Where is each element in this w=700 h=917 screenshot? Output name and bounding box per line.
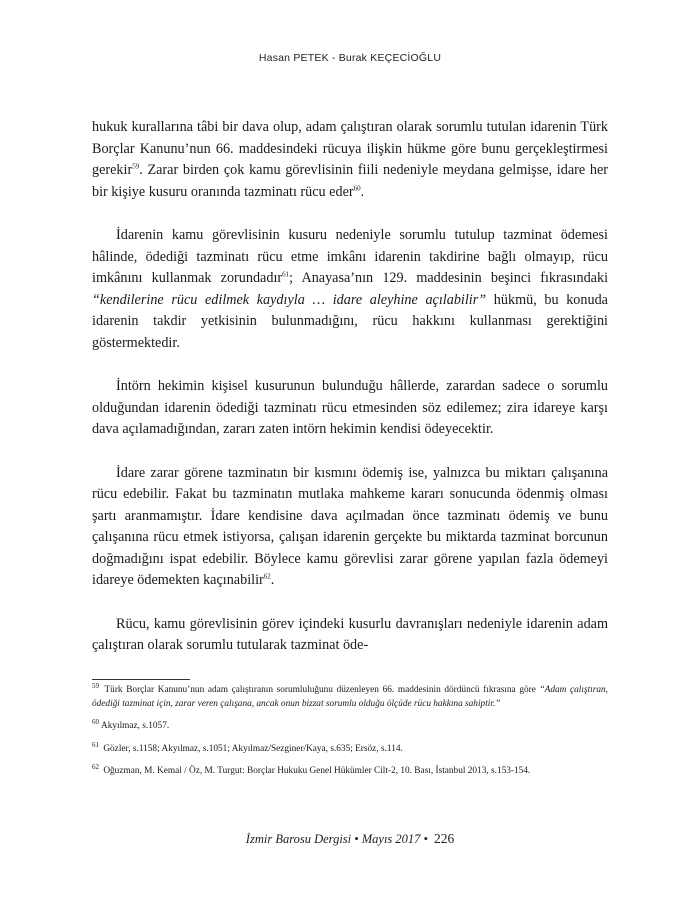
footnote xyxy=(92,740,608,757)
footnote xyxy=(92,681,608,711)
footnote xyxy=(92,765,608,779)
paragraph-text: . xyxy=(270,572,275,589)
paragraph xyxy=(92,614,608,657)
paragraph-text: İdare zarar görene tazminatın bir kısmını ödemiş ise, yalnızca bu miktarı çalışanına rücu edebilir. Fakat bu tazminatın mutlaka mahkeme kararı sonucunda ödenmiş olması şartı aranmamıştır. İdare kendisine dava açılmadan önce tazminatı ödemiş ve bunu çalışanına rücu etmek istiyorsa, çalışan idarenin gerçekte bu miktarda tazminat borcunun doğmadığını ispat edebilir. Böylece kamu görevlisi zarar görene yapılan fazla ödemeyi idareye ödemekten kaçınabilir xyxy=(92,464,608,589)
paragraph-text: “kendilerine rücu edilmek kaydıyla … idare aleyhine açılabilir” xyxy=(92,291,487,308)
footnote-text: Akyılmaz, s.1057. xyxy=(101,721,170,732)
footnote-ref: 60 xyxy=(353,184,361,193)
paragraph xyxy=(92,225,608,355)
running-header xyxy=(0,52,700,64)
footnote xyxy=(92,720,608,734)
body-text xyxy=(92,117,608,678)
footnote-number: 59 xyxy=(92,681,99,690)
paragraph-text: . xyxy=(360,183,365,200)
footnote-ref: 61 xyxy=(282,270,290,279)
header-authors: Hasan PETEK - Burak KEÇECİOĞLU xyxy=(258,52,442,64)
paragraph-text: Rücu, kamu görevlisinin görev içindeki kusurlu davranışları nedeniyle idarenin adam çalıştıran olarak sorumlu tutularak tazminat öde- xyxy=(92,615,608,654)
journal-name: İzmir Barosu Dergisi • Mayıs 2017 • xyxy=(245,832,428,846)
footnote-ref: 62 xyxy=(263,572,271,581)
paragraph-text: hükmü, bu konuda idarenin takdir yetkisinin bulunmadığını, rücu hakkını kullanması gerektiğini göstermektedir. xyxy=(92,291,608,351)
footnote-number: 62 xyxy=(92,763,99,772)
paragraph xyxy=(92,463,608,593)
paragraph xyxy=(92,376,608,441)
page-number: 226 xyxy=(433,831,455,846)
footnote-text: Gözler, s.1158; Akyılmaz, s.1051; Akyılmaz/Sezginer/Kaya, s.635; Ersöz, s.114. xyxy=(101,743,403,754)
footnote-text: “Adam çalıştıran, ödediği tazminat için, zarar veren çalışana, ancak onun bizzat sorumlu olduğu ölçüde rücu hakkına sahiptir.” xyxy=(92,685,608,709)
paragraph-text: İntörn hekimin kişisel kusurunun bulunduğu hâllerde, zarardan sadece o sorumlu olduğundan idarenin ödediği tazminatı rücu etmesinden söz edilemez; zira idareye karşı dava açılamadığından, zararı zaten intörn hekimin kendisi ödeyecektir. xyxy=(92,378,608,438)
paragraph-text: hukuk kurallarına tâbi bir dava olup, adam çalıştıran olarak sorumlu tutulan idarenin Türk Borçlar Kanunu’nun 66. maddesindeki rücuya ilişkin hükme göre bunu gerçekleştirmesi gerekir xyxy=(92,119,608,179)
paragraph-text: İdarenin kamu görevlisinin kusuru nedeniyle sorumlu tutulup tazminat ödemesi hâlinde, ödediği tazminatı rücu etme imkânı idarenin takdirine bağlı olmayıp, rücu imkânını kullanmak zorundadır xyxy=(92,226,608,287)
footnote-separator xyxy=(92,679,190,680)
footnote-number: 60 xyxy=(92,718,99,727)
footnote-ref: 59 xyxy=(132,162,140,171)
paragraph-text: ; Anayasa’nın 129. maddesinin beşinci fıkrasındaki xyxy=(289,270,609,287)
paragraph xyxy=(92,117,608,203)
footnote-number: 61 xyxy=(92,740,99,749)
page-footer xyxy=(0,831,700,847)
footnote-text: Türk Borçlar Kanunu’nun adam çalıştıranın sorumluluğunu düzenleyen 66. maddesinin dördüncü fıkrasına göre xyxy=(101,685,540,695)
footnotes xyxy=(92,681,608,788)
footnote-text: Oğuzman, M. Kemal / Öz, M. Turgut: Borçlar Hukuku Genel Hükümler Cilt-2, 10. Bası, İstanbul 2013, s.153-154. xyxy=(101,766,531,777)
paragraph-text: . Zarar birden çok kamu görevlisinin fiili nedeniyle meydana gelmişse, idare her bir kişiye kusuru oranında tazminatı rücu eder xyxy=(92,162,608,200)
